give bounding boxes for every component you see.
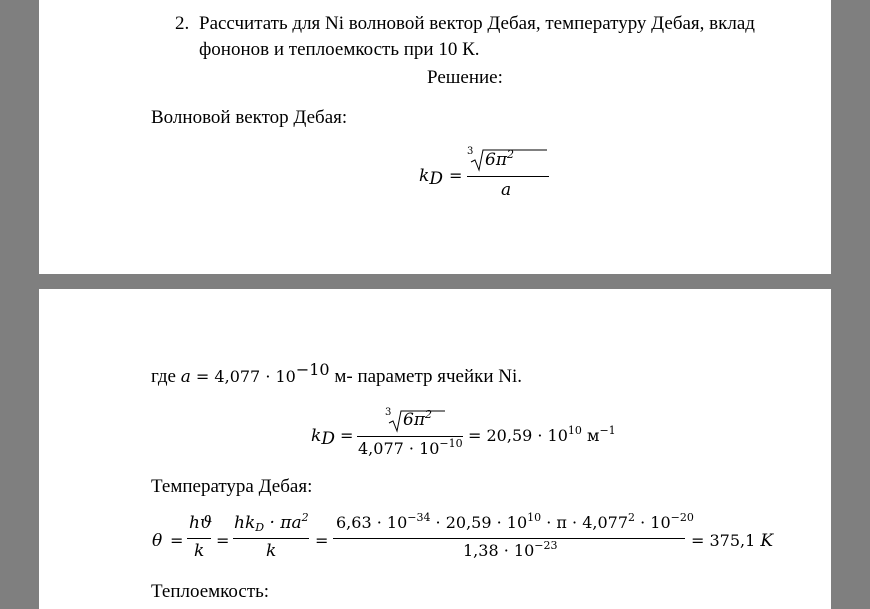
document-page-2 (39, 289, 831, 609)
numeric-numerator-part: · 20,59 · 10 (430, 513, 528, 532)
lattice-parameter-line (151, 360, 523, 389)
formula-numerator: 6π (485, 150, 507, 170)
exponent: −20 (670, 511, 694, 524)
result-exponent: 10 (567, 424, 582, 437)
exponent: 2 (628, 511, 635, 524)
debye-temperature-label: Температура Дебая: (151, 476, 313, 497)
exponent: −34 (407, 511, 431, 524)
equals-sign: = (340, 426, 354, 445)
equals-sign: = (216, 531, 230, 550)
document-page-1 (39, 0, 831, 274)
equals-sign: = (170, 531, 184, 550)
formula-exponent: 2 (425, 408, 432, 421)
exponent: −23 (534, 539, 558, 552)
formula-symbol-k: k (311, 426, 322, 446)
lattice-var-a: a (180, 367, 191, 387)
kelvin-unit: K (760, 531, 774, 551)
fraction-bar (233, 538, 309, 539)
exponent: 10 (527, 511, 542, 524)
formula-numerator: 6π (403, 410, 425, 430)
equals-sign: = (315, 531, 329, 550)
fraction1-numerator: hϑ (189, 513, 213, 533)
root-index: 3 (385, 407, 392, 418)
fraction-bar (187, 538, 211, 539)
lattice-suffix: м- параметр ячейки Ni. (329, 366, 523, 387)
formula-subscript-d: D (429, 169, 443, 189)
task-item-number: 2. (175, 13, 190, 34)
wave-vector-label: Волновой вектор Дебая: (151, 107, 348, 128)
lattice-value: = 4,077 · 10 (190, 367, 296, 386)
debye-temperature-result: = 375,1 (691, 531, 761, 550)
equals-sign: = (449, 166, 463, 185)
formula-denominator: 4,077 · 10 (358, 439, 440, 458)
fraction1-denominator: k (194, 541, 205, 561)
formula-symbol-k: k (419, 166, 430, 186)
heat-capacity-label: Теплоемкость: (151, 581, 270, 602)
fraction2-numerator-rest: · πa (264, 513, 302, 533)
wave-vector-result: = 20,59 · 10 (468, 426, 568, 445)
numeric-numerator-part: · 10 (635, 513, 671, 532)
theta-symbol: θ (152, 531, 163, 551)
denominator-exponent: −10 (439, 437, 463, 450)
root-index: 3 (467, 146, 474, 157)
fraction-bar (333, 538, 685, 539)
unit-exponent: −1 (599, 424, 616, 437)
numeric-denominator: 1,38 · 10 (463, 541, 535, 560)
subscript-d: D (255, 521, 265, 534)
numeric-numerator-part: · π · 4,077 (541, 513, 628, 532)
exponent: 2 (301, 511, 309, 524)
formula-denominator: a (501, 180, 512, 200)
fraction2-numerator: hk (234, 513, 256, 533)
task-text-line-1: Рассчитать для Ni волновой вектор Дебая, температуру Дебая, вклад (199, 13, 755, 34)
numeric-numerator: 6,63 · 10 (336, 513, 408, 532)
task-text-line-2: фононов и теплоемкость при 10 К. (199, 39, 480, 60)
solution-heading: Решение: (427, 67, 503, 88)
where-prefix: где (151, 366, 181, 387)
result-unit: м (581, 426, 600, 445)
formula-exponent: 2 (507, 148, 514, 161)
fraction-bar (467, 176, 549, 177)
formula-subscript-d: D (321, 429, 335, 449)
fraction2-denominator: k (266, 541, 277, 561)
lattice-exponent: −10 (295, 360, 330, 379)
